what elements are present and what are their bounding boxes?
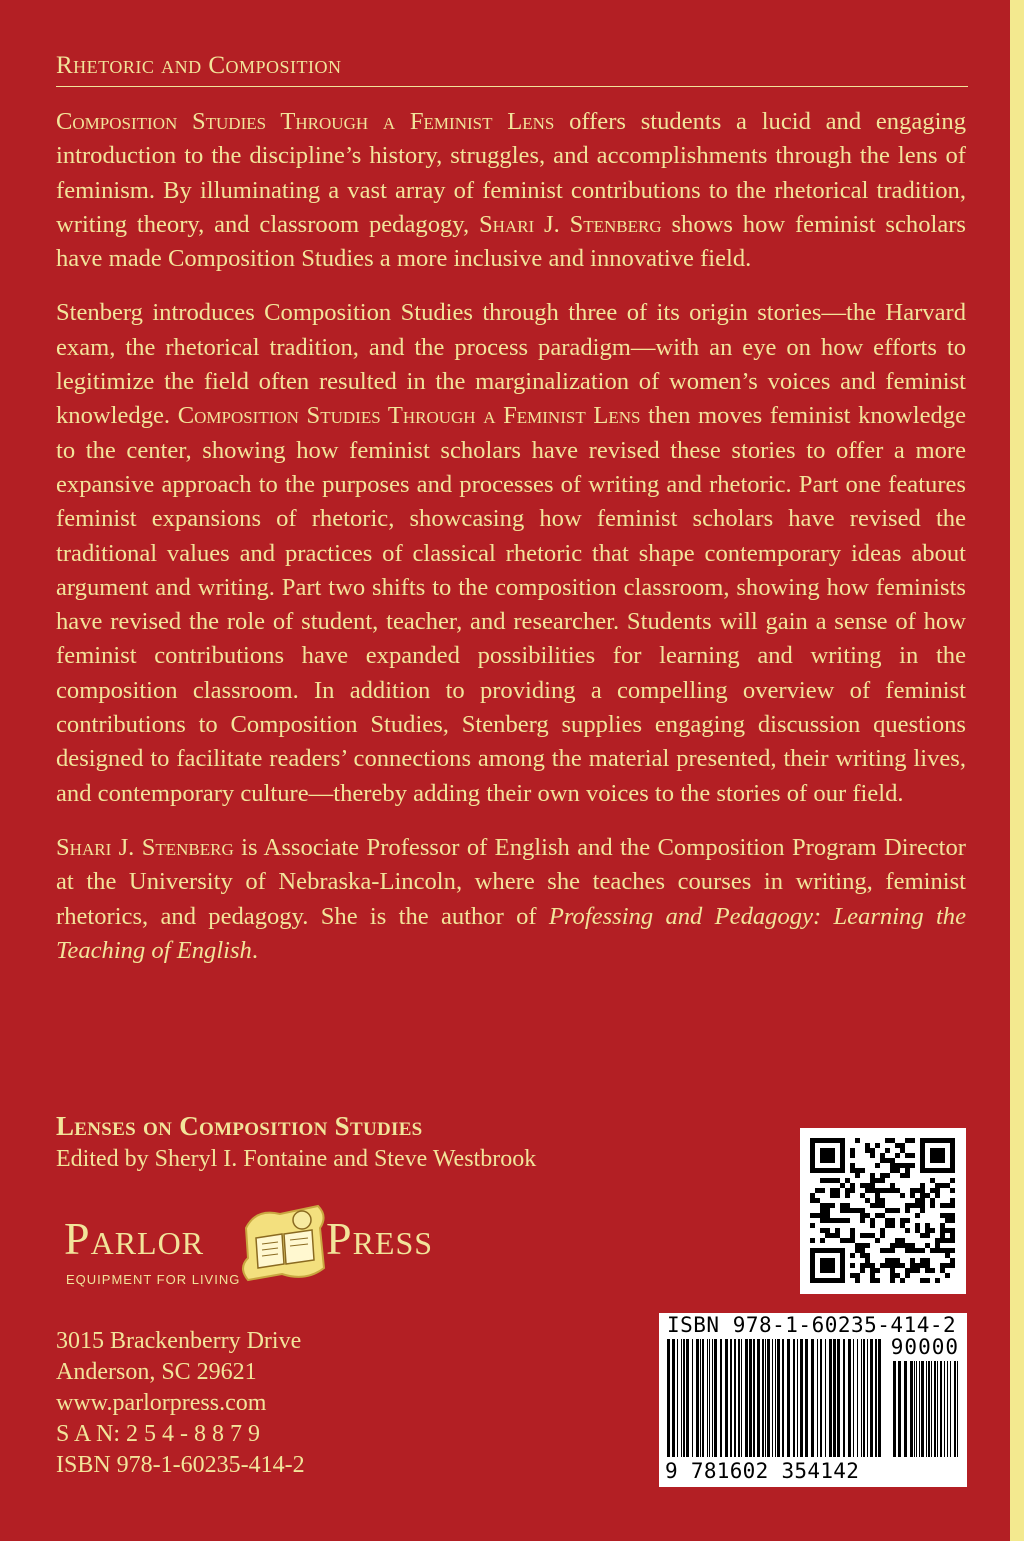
bio-text: . — [251, 936, 259, 964]
address-city: Anderson, SC 29621 — [56, 1359, 257, 1385]
book-title-smallcaps: Composition Studies Through a Feminist Lens — [56, 108, 555, 135]
description-text: then moves feminist knowledge to the center, showing how feminist scholars have revised these stories to offer a more expansive approach to the purposes and processes of writing and rhetoric. Part one features feminist expansions of rhetoric, showcasing how feminist scholars have revised the traditional values and practices of classical rhetoric that shape contemporary ideas about argument and writing. Part two shifts to the composition classroom, showing how feminists have revised the role of student, teacher, and researcher. Students will gain a sense of how feminist contributions have expanded possibilities for learning and writing in the composition classroom. In addition to providing a compelling overview of feminist contributions to Composition Studies, Stenberg supplies engaging discussion questions designed to facilitate readers’ connections among the material presented, their writing lives, and contemporary culture—thereby adding their own voices to the stories of our field. — [56, 402, 966, 807]
description-text: shows how feminist scholars have made Composition Studies a more inclusive and innovative field. — [56, 210, 966, 273]
scroll-book-icon — [236, 1198, 332, 1286]
series-title: Lenses on Composition Studies — [56, 1111, 423, 1141]
other-book-title: Professing and Pedagogy: Learning the Teaching of English — [56, 902, 966, 964]
publisher-word-1: Parlor — [64, 1213, 205, 1264]
san-number: S A N: 2 5 4 - 8 8 7 9 — [56, 1421, 261, 1447]
category-label: Rhetoric and Composition — [56, 52, 342, 79]
publisher-website: www.parlorpress.com — [56, 1390, 267, 1416]
description-text: offers students a lucid and engaging introduction to the discipline’s history, struggles, and accomplishments through the lens of feminism. By illuminating a vast array of feminist contributions to the rhetorical tradition, writing theory, and classroom pedagogy, — [56, 108, 966, 238]
address-street: 3015 Brackenberry Drive — [56, 1328, 302, 1354]
bio-text: is Associate Professor of English and the Composition Program Director at the University of Nebraska-Lincoln, where she teaches courses in writing, feminist rhetorics, and pedagogy. She is the author of — [56, 833, 966, 930]
publisher-word-2: Press — [326, 1213, 434, 1264]
description-paragraph-1 — [56, 105, 966, 276]
spine-strip — [1010, 0, 1024, 1541]
barcode-isbn-label: ISBN 978-1-60235-414-2 — [667, 1313, 957, 1337]
isbn-barcode — [659, 1313, 967, 1487]
qr-code-icon — [800, 1128, 966, 1294]
book-description — [56, 105, 966, 988]
author-name-smallcaps: Shari J. Stenberg — [478, 210, 662, 238]
author-bio — [56, 831, 966, 968]
barcode-ean-digits: 9 781602 354142 — [665, 1459, 860, 1483]
category-rule — [56, 86, 968, 87]
isbn-text: ISBN 978-1-60235-414-2 — [56, 1452, 305, 1478]
author-name-smallcaps: Shari J. Stenberg — [56, 833, 234, 861]
description-paragraph-2 — [56, 296, 966, 810]
barcode-price-code: 90000 — [890, 1335, 959, 1359]
publisher-tagline: EQUIPMENT FOR LIVING — [66, 1272, 241, 1287]
description-text: Stenberg introduces Composition Studies through three of its origin stories—the Harvard exam, the rhetorical tradition, and the process paradigm—with an eye on how efforts to legitimize the field often resulted in the marginalization of women’s voices and feminist knowledge. — [56, 299, 966, 430]
series-editors: Edited by Sheryl I. Fontaine and Steve Westbrook — [56, 1146, 537, 1172]
qr-code — [800, 1128, 966, 1294]
book-title-smallcaps: Composition Studies Through a Feminist Lens — [177, 402, 641, 430]
publisher-logo — [64, 1212, 484, 1302]
publisher-address — [56, 1326, 305, 1481]
